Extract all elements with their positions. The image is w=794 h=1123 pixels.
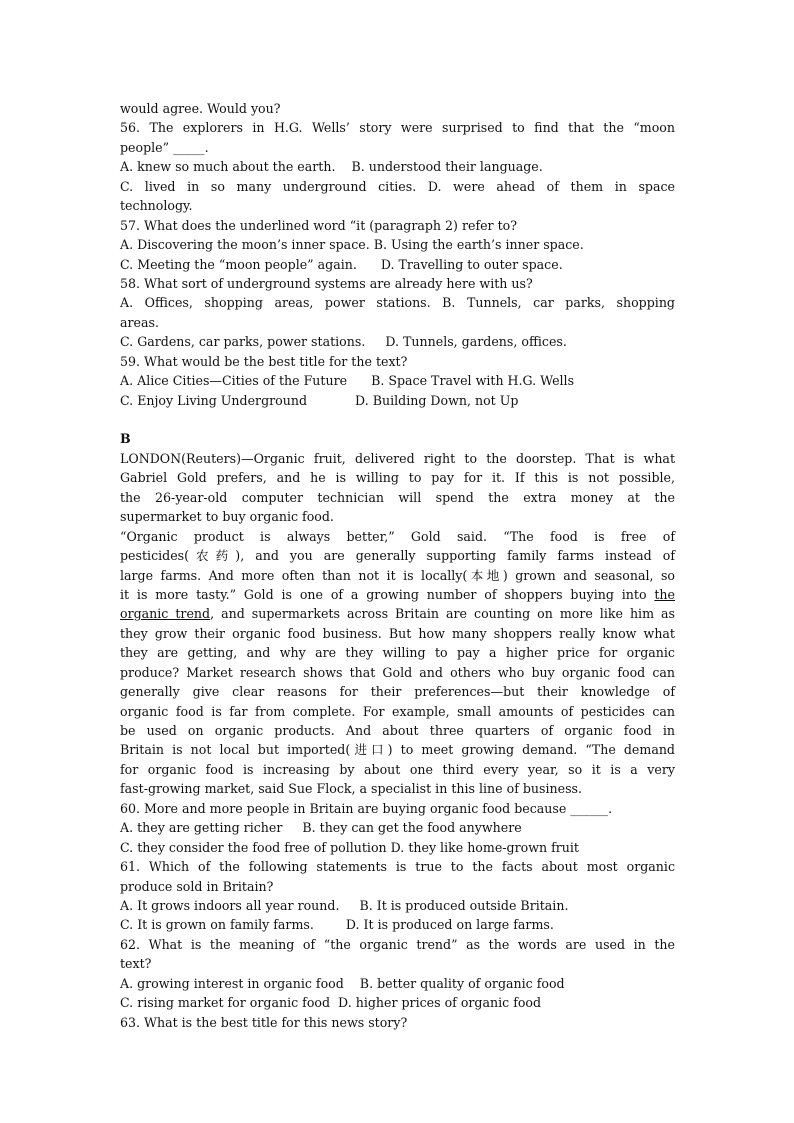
section-b-heading: B	[120, 431, 131, 447]
q56-option-d-cont: technology.	[120, 198, 193, 214]
passage-b-line: “Organic product is always better,” Gold said. “The food is free of	[120, 528, 675, 544]
passage-b-line: the 26-year-old computer technician will spend the extra money at the	[120, 489, 675, 505]
q59-option-cd: C. Enjoy Living Underground D. Building Down, not Up	[120, 392, 519, 408]
passage-b-line: large farms. And more often than not it is locally(本地) grown and seasonal, so	[120, 567, 675, 583]
q61-option-ab: A. It grows indoors all year round. B. It is produced outside Britain.	[120, 897, 569, 913]
q59-stem: 59. What would be the best title for the text?	[120, 353, 408, 369]
passage-b-line: fast-growing market, said Sue Flock, a specialist in this line of business.	[120, 781, 583, 797]
passage-b-line: for organic food is increasing by about one third every year, so it is a very	[120, 761, 675, 777]
passage-b-line	[120, 604, 675, 623]
q58-option-b-cont: areas.	[120, 314, 159, 330]
passage-b-line: pesticides(农药), and you are generally supporting family farms instead of	[120, 548, 675, 564]
underlined-phrase-end: organic trend	[120, 606, 211, 622]
passage-b-line	[120, 585, 675, 604]
q60-option-ab: A. they are getting richer B. they can get the food anywhere	[120, 820, 522, 836]
passage-b-line: supermarket to buy organic food.	[120, 509, 334, 525]
q60-stem: 60. More and more people in Britain are buying organic food because ______.	[120, 800, 613, 816]
passage-b-line: they are getting, and why are they willing to pay a higher price for organic	[120, 645, 675, 661]
q58-option-cd: C. Gardens, car parks, power stations. D. Tunnels, gardens, offices.	[120, 334, 567, 350]
q56-option-ab: A. knew so much about the earth. B. understood their language.	[120, 159, 543, 175]
q58-option-ab: A. Offices, shopping areas, power stations. B. Tunnels, car parks, shopping	[120, 295, 675, 311]
q62-stem-line1: 62. What is the meaning of “the organic trend” as the words are used in the	[120, 936, 675, 952]
passage-b-line: organic food is far from complete. For example, small amounts of pesticides can	[120, 703, 675, 719]
q62-stem-line2: text?	[120, 956, 152, 972]
passage-a-ending: would agree. Would you?	[120, 101, 281, 116]
q56-stem-line2: people” _____.	[120, 139, 209, 155]
q57-stem: 57. What does the underlined word “it (paragraph 2) refer to?	[120, 217, 517, 233]
q60-option-cd: C. they consider the food free of pollution D. they like home-grown fruit	[120, 839, 579, 855]
q61-option-cd: C. It is grown on family farms. D. It is produced on large farms.	[120, 917, 554, 933]
underlined-phrase-start: the	[654, 586, 675, 602]
section-gap	[120, 410, 675, 429]
q57-option-cd: C. Meeting the “moon people” again. D. Travelling to outer space.	[120, 256, 563, 272]
q56-stem-line1: 56. The explorers in H.G. Wells’ story were surprised to find that the “moon	[120, 120, 675, 136]
passage-b-line: Gabriel Gold prefers, and he is willing to pay for it. If this is not possible,	[120, 470, 675, 486]
passage-b-line: Britain is not local but imported(进口) to meet growing demand. “The demand	[120, 742, 675, 758]
q62-option-cd: C. rising market for organic food D. higher prices of organic food	[120, 995, 542, 1011]
q58-stem: 58. What sort of underground systems are already here with us?	[120, 275, 533, 291]
document-page	[120, 99, 675, 1032]
q61-stem-line1: 61. Which of the following statements is true to the facts about most organic	[120, 859, 675, 875]
passage-b-line: LONDON(Reuters)—Organic fruit, delivered right to the doorstep. That is what	[120, 450, 675, 466]
passage-b-line: be used on organic products. And about three quarters of organic food in	[120, 723, 675, 738]
q59-option-ab: A. Alice Cities—Cities of the Future B. Space Travel with H.G. Wells	[120, 373, 575, 389]
passage-b-text: , and supermarkets across Britain are counting on more like him as	[210, 606, 675, 622]
q62-option-ab: A. growing interest in organic food B. better quality of organic food	[120, 975, 565, 991]
q61-stem-line2: produce sold in Britain?	[120, 878, 274, 894]
passage-b-line: generally give clear reasons for their preferences—but their knowledge of	[120, 684, 675, 700]
q63-stem: 63. What is the best title for this news story?	[120, 1014, 408, 1030]
passage-b-line: they grow their organic food business. But how many shoppers really know what	[120, 625, 675, 641]
passage-b-text: it is more tasty.” Gold is one of a growing number of shoppers buying into	[120, 586, 655, 602]
q56-option-cd: C. lived in so many underground cities. D. were ahead of them in space	[120, 178, 675, 194]
q57-option-ab: A. Discovering the moon’s inner space. B. Using the earth’s inner space.	[120, 237, 584, 253]
passage-b-line: produce? Market research shows that Gold and others who buy organic food can	[120, 664, 675, 680]
